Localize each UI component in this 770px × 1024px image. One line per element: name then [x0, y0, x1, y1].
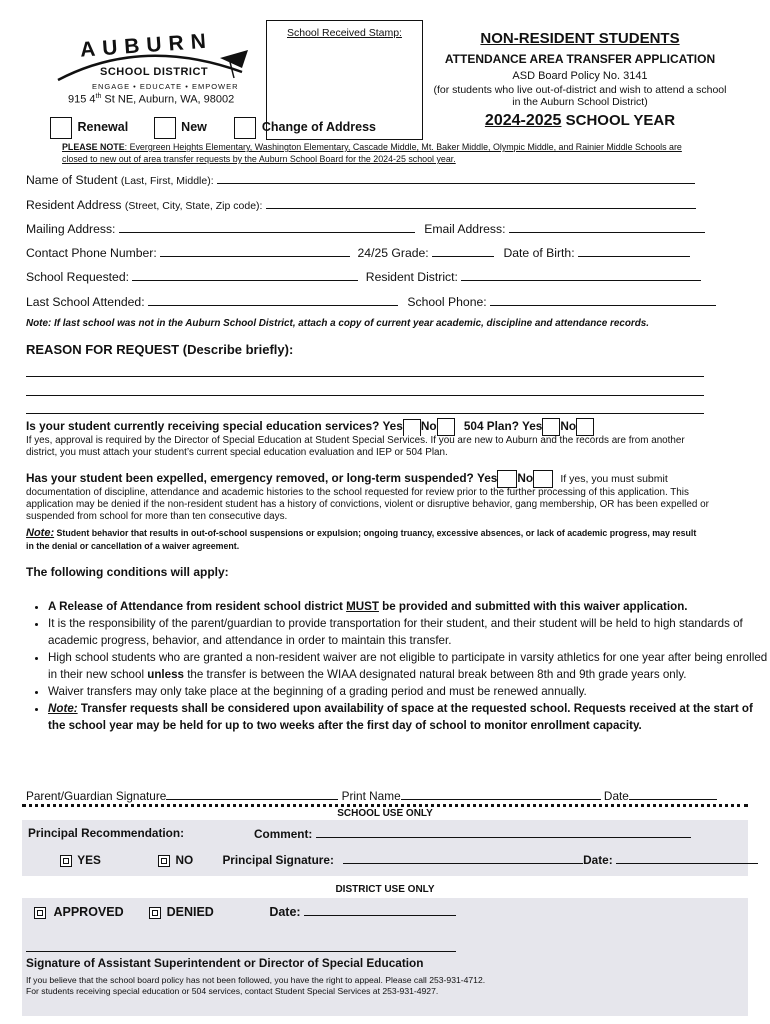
condition-item — [48, 649, 770, 683]
approved-checkbox[interactable] — [34, 907, 46, 919]
special-education-yes-label: Yes — [382, 419, 403, 434]
condition-item — [48, 700, 770, 734]
district-date-field[interactable] — [304, 904, 456, 916]
new-checkbox[interactable] — [154, 117, 176, 139]
logo-district-name: SCHOOL DISTRICT — [100, 66, 209, 78]
condition-item — [48, 683, 770, 700]
phone-grade-dob-row — [26, 245, 716, 260]
conditions-list — [26, 598, 770, 734]
district-address — [68, 93, 234, 106]
policy-description: (for students who live out-of-district and wish to attend a school in the Auburn School District) — [433, 84, 727, 108]
email-address-field[interactable] — [509, 221, 705, 233]
signature-date-label: Date — [603, 789, 629, 803]
special-education-question — [26, 418, 594, 436]
school-year-suffix: SCHOOL YEAR — [561, 112, 676, 129]
district-signature-line[interactable] — [26, 951, 456, 952]
principal-date-field[interactable] — [616, 852, 758, 864]
new-label: New — [181, 120, 207, 135]
conditions-heading: The following conditions will apply: — [26, 565, 229, 579]
student-name-label: Name of Student — [26, 173, 121, 187]
student-name-field[interactable] — [217, 172, 695, 184]
district-decision-row — [34, 904, 456, 919]
expelled-note-text: Student behavior that results in out-of-school suspensions or expulsion; ongoing truancy, excessive absences, or lack of academic progress, may result in the denial or cancellation of a waiver agreement. — [26, 528, 697, 551]
condition-item — [48, 598, 770, 615]
condition-1-must: MUST — [346, 600, 379, 613]
last-school-label: Last School Attended: — [26, 295, 145, 309]
comment-row — [254, 826, 691, 841]
address-superscript: th — [95, 93, 102, 100]
resident-address-row — [26, 197, 716, 212]
date-of-birth-label: Date of Birth: — [503, 246, 575, 260]
condition-2-text: It is the responsibility of the parent/guardian to provide transportation for their student, and their student will be held to high standards of academic progress, behavior, and attendance in order to maintain this transfer. — [48, 617, 743, 647]
signature-date-field[interactable] — [629, 788, 717, 800]
parent-signature-row — [26, 788, 746, 803]
school-requested-row — [26, 269, 716, 284]
reason-heading: REASON FOR REQUEST (Describe briefly): — [26, 342, 294, 357]
grade-field[interactable] — [432, 245, 494, 257]
mailing-address-field[interactable] — [119, 221, 415, 233]
student-name-row — [26, 172, 716, 187]
dotted-divider — [22, 804, 748, 807]
district-date-label: Date: — [269, 905, 301, 919]
logo-word: AUBURN — [79, 29, 214, 62]
mailing-address-label: Mailing Address: — [26, 222, 116, 236]
parent-signature-label: Parent/Guardian Signature — [26, 789, 167, 803]
renewal-checkbox[interactable] — [50, 117, 72, 139]
student-name-hint: (Last, First, Middle): — [120, 175, 214, 187]
change-of-address-checkbox[interactable] — [234, 117, 256, 139]
principal-yes-checkbox[interactable] — [60, 855, 72, 867]
plan-504-no-label: No — [560, 419, 577, 434]
plan-504-yes-label: Yes — [522, 419, 543, 434]
stamp-label: School Received Stamp: — [287, 27, 402, 39]
principal-yes-label: YES — [77, 853, 101, 867]
principal-date-label: Date: — [583, 853, 613, 867]
plan-504-label: 504 Plan? — [463, 419, 519, 434]
school-year — [430, 112, 730, 130]
approved-label: APPROVED — [53, 905, 124, 919]
print-name-field[interactable] — [401, 788, 601, 800]
resident-address-label: Resident Address — [26, 198, 125, 212]
address-number: 915 4 — [68, 93, 96, 106]
principal-no-checkbox[interactable] — [158, 855, 170, 867]
grade-label: 24/25 Grade: — [357, 246, 429, 260]
last-school-note: Note: If last school was not in the Auburn School District, attach a copy of current year academic, discipline and attendance records. — [26, 318, 649, 329]
plan-504-no-checkbox[interactable] — [576, 418, 594, 436]
closed-schools-note-text: : Evergreen Heights Elementary, Washington Elementary, Cascade Middle, Mt. Baker Middle, Olympic Middle, and Rainier Middle Schools are closed to new out of area transfer requests by the Auburn School Board for the 2024-25 school year. — [62, 142, 682, 164]
school-phone-field[interactable] — [490, 294, 716, 306]
form-subtitle: ATTENDANCE AREA TRANSFER APPLICATION — [444, 52, 716, 66]
plan-504-yes-checkbox[interactable] — [542, 418, 560, 436]
appeal-notice-1: If you believe that the school board policy has not been followed, you have the right to appeal. Please call 253-931-4712. — [26, 975, 486, 985]
renewal-label: Renewal — [77, 120, 129, 135]
school-requested-label: School Requested: — [26, 270, 129, 284]
contact-phone-label: Contact Phone Number: — [26, 246, 157, 260]
school-requested-field[interactable] — [132, 269, 358, 281]
resident-district-label: Resident District: — [365, 270, 458, 284]
district-logo — [52, 28, 252, 98]
condition-1-end: be provided and submitted with this waiver application. — [378, 600, 688, 613]
special-education-yes-checkbox[interactable] — [403, 419, 421, 436]
condition-1-start: A Release of Attendance from resident school district — [48, 600, 347, 613]
condition-3-unless: unless — [147, 668, 184, 681]
print-name-label: Print Name — [341, 789, 401, 803]
contact-phone-field[interactable] — [160, 245, 350, 257]
school-use-heading: SCHOOL USE ONLY — [337, 808, 433, 819]
principal-recommendation-label: Principal Recommendation: — [28, 826, 185, 840]
expelled-yes-label: Yes — [477, 471, 498, 486]
email-address-label: Email Address: — [424, 222, 506, 236]
school-phone-label: School Phone: — [407, 295, 487, 309]
special-education-no-label: No — [420, 419, 437, 434]
school-year-range: 2024-2025 — [484, 112, 562, 129]
special-education-detail: If yes, approval is required by the Director of Special Education at Student Special Services. If you are new to Auburn and the records are from another district, you must attach your student’s current special education evaluation and IEP or 504 Plan. — [26, 435, 685, 458]
special-education-question-text: Is your student currently receiving special education services? — [26, 419, 380, 434]
expelled-note-label: Note: — [26, 527, 55, 539]
condition-4-text: Waiver transfers may only take place at the beginning of a grading period and must be renewed annually. — [48, 685, 587, 698]
condition-5-label: Note: — [48, 702, 78, 715]
form-title: NON-RESIDENT STUDENTS — [480, 30, 680, 47]
condition-3-start: High school students who are granted a non-resident waiver are not eligible to participate in varsity athletics for one year after being enrolled in their new school — [48, 651, 768, 681]
expelled-yes-checkbox[interactable] — [497, 470, 517, 488]
comment-label: Comment: — [254, 827, 313, 841]
last-school-field[interactable] — [148, 294, 398, 306]
special-education-no-checkbox[interactable] — [437, 418, 455, 436]
closed-schools-note — [62, 141, 702, 165]
expelled-question-text: Has your student been expelled, emergency removed, or long-term suspended? — [26, 471, 474, 486]
address-rest: St NE, Auburn, WA, 98002 — [101, 93, 235, 106]
resident-address-hint: (Street, City, State, Zip code): — [124, 200, 263, 212]
condition-3-end: the transfer is between the WIAA designated natural break between 8th and 9th grade years only. — [183, 668, 687, 681]
principal-decision-row — [60, 852, 758, 867]
change-of-address-label: Change of Address — [261, 120, 376, 135]
reason-line-1[interactable] — [26, 376, 704, 377]
principal-no-label: NO — [175, 853, 194, 867]
resident-district-field[interactable] — [461, 269, 701, 281]
closed-schools-note-label: PLEASE NOTE — [62, 142, 125, 152]
expelled-detail: documentation of discipline, attendance and academic histories to the school requested for review prior to the further processing of this application. This application may be denied if the non-resident student has a history of convictions, violent or disruptive behavior, gang membership, OR has been expelled or suspended from school for more than ten consecutive days. — [26, 487, 709, 522]
mailing-email-row — [26, 221, 716, 236]
comment-field[interactable] — [316, 826, 691, 838]
appeal-notice-2: For students receiving special education or 504 services, contact Student Special Services at 253-931-4927. — [26, 986, 439, 996]
expelled-no-checkbox[interactable] — [533, 470, 553, 488]
principal-signature-field[interactable] — [343, 852, 583, 864]
policy-number: ASD Board Policy No. 3141 — [512, 70, 648, 82]
district-use-heading: DISTRICT USE ONLY — [335, 884, 435, 895]
expelled-tail: If yes, you must submit — [560, 473, 668, 486]
district-signature-label: Signature of Assistant Superintendent or Director of Special Education — [26, 956, 424, 970]
expelled-no-label: No — [517, 471, 534, 486]
expelled-note — [26, 527, 706, 553]
expelled-question — [26, 470, 668, 488]
condition-item — [48, 615, 770, 649]
denied-checkbox[interactable] — [149, 907, 161, 919]
reason-line-3[interactable] — [26, 413, 704, 414]
reason-line-2[interactable] — [26, 395, 704, 396]
resident-address-field[interactable] — [266, 197, 696, 209]
denied-label: DENIED — [166, 905, 214, 919]
condition-5-text: Transfer requests shall be considered upon availability of space at the requested school. Requests received at the start of the school year may be held for up to two weeks after the first day of school to monitor enrollment capacity. — [48, 702, 753, 732]
parent-signature-field[interactable] — [166, 788, 338, 800]
principal-signature-label: Principal Signature: — [222, 853, 334, 867]
date-of-birth-field[interactable] — [578, 245, 690, 257]
last-school-row — [26, 294, 716, 309]
logo-tagline: ENGAGE • EDUCATE • EMPOWER — [92, 82, 239, 91]
application-type-row — [50, 117, 376, 139]
